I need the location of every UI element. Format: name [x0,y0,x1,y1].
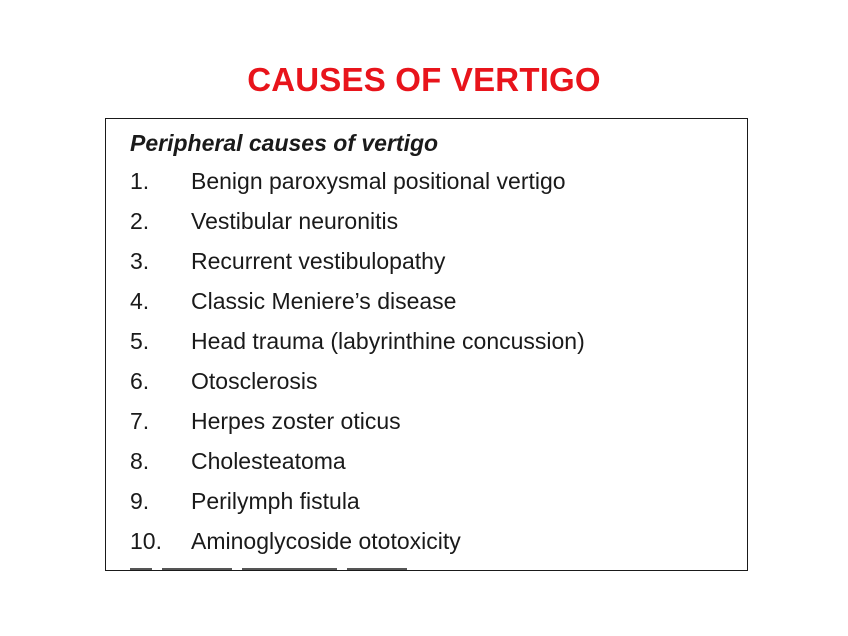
list-item [106,165,746,205]
list-item [106,365,746,405]
list-item [106,245,746,285]
item-number: 1. [130,168,150,194]
list-item [106,205,746,245]
item-text: Aminoglycoside ototoxicity [191,528,461,554]
item-number: 5. [130,328,150,354]
list-item [106,405,746,445]
item-text: Otosclerosis [191,368,318,394]
truncated-next-item [130,565,510,571]
item-text: Classic Meniere’s disease [191,288,457,314]
item-number: 3. [130,248,150,274]
item-text: Herpes zoster oticus [191,408,401,434]
cause-list [106,165,746,565]
list-item [106,285,746,325]
item-number: 4. [130,288,150,314]
item-text: Cholesteatoma [191,448,346,474]
item-text: Vestibular neuronitis [191,208,399,234]
item-number: 8. [130,448,150,474]
item-number: 7. [130,408,150,434]
item-text: Head trauma (labyrinthine concussion) [191,328,585,354]
list-item [106,325,746,365]
item-number: 9. [130,488,150,514]
list-item [106,485,746,525]
item-number: 2. [130,208,150,234]
item-text: Benign paroxysmal positional vertigo [191,168,566,194]
box-heading: Peripheral causes of vertigo [130,130,439,156]
item-number: 10. [130,528,162,554]
list-item [106,445,746,485]
causes-box [105,118,748,571]
item-text: Recurrent vestibulopathy [191,248,446,274]
item-number: 6. [130,368,150,394]
item-text: Perilymph fistula [191,488,360,514]
slide-title: CAUSES OF VERTIGO [247,61,601,98]
list-item [106,525,746,565]
